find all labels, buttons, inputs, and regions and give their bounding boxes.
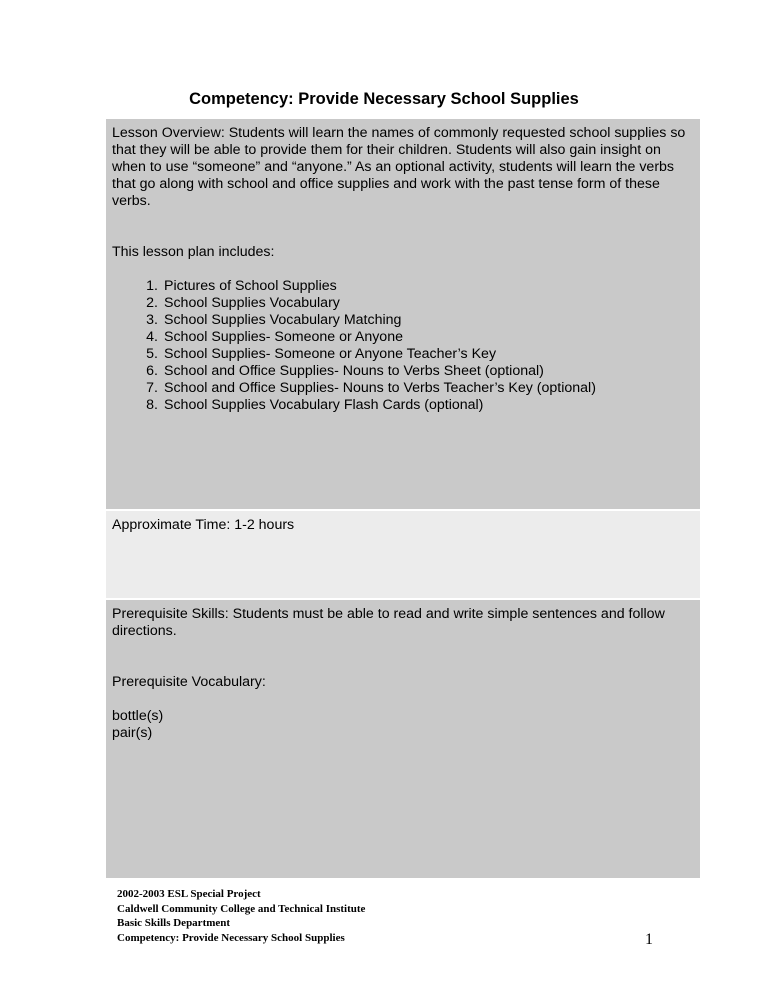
list-item: 5. School Supplies- Someone or Anyone Teacher’s Key — [146, 346, 497, 362]
list-item: 6. School and Office Supplies- Nouns to Verbs Sheet (optional) — [146, 363, 544, 379]
prerequisite-skills-text: Prerequisite Skills: Students must be able to read and write simple sentences and follow directions. — [112, 606, 665, 639]
approximate-time-box — [106, 511, 700, 598]
includes-label: This lesson plan includes: — [112, 244, 275, 260]
page-title: Competency: Provide Necessary School Supplies — [189, 90, 579, 108]
list-item: 4. School Supplies- Someone or Anyone — [146, 329, 403, 345]
vocabulary-word: bottle(s) — [112, 708, 164, 724]
lesson-items-list — [112, 278, 694, 414]
vocabulary-word: pair(s) — [112, 725, 153, 741]
list-item: 3. School Supplies Vocabulary Matching — [146, 312, 402, 328]
footer-line: Competency: Provide Necessary School Supplies — [117, 931, 345, 944]
list-item: 1. Pictures of School Supplies — [146, 278, 337, 294]
footer-line: 2002-2003 ESL Special Project — [117, 888, 261, 900]
prerequisite-vocabulary-label: Prerequisite Vocabulary: — [112, 674, 266, 690]
footer-line: Caldwell Community College and Technical Institute — [117, 902, 366, 915]
page-footer — [117, 887, 365, 945]
list-item: 2. School Supplies Vocabulary — [146, 295, 340, 311]
prerequisites-box — [106, 600, 700, 878]
list-item: 7. School and Office Supplies- Nouns to Verbs Teacher’s Key (optional) — [146, 380, 596, 396]
approximate-time-text: Approximate Time: 1-2 hours — [112, 517, 295, 533]
page-number: 1 — [645, 931, 653, 948]
footer-line: Basic Skills Department — [117, 917, 231, 929]
list-item: 8. School Supplies Vocabulary Flash Cards (optional) — [146, 397, 484, 413]
lesson-overview-text: Lesson Overview: Students will learn the names of commonly requested school supplies so that they will be able to provide them for their children. Students will also gain insight on when to use “someone” and “anyone.” As an optional activity, students will learn the verbs that go along with school and office supplies and work with the past tense form of these verbs. — [112, 125, 686, 209]
lesson-overview-box — [106, 119, 700, 509]
